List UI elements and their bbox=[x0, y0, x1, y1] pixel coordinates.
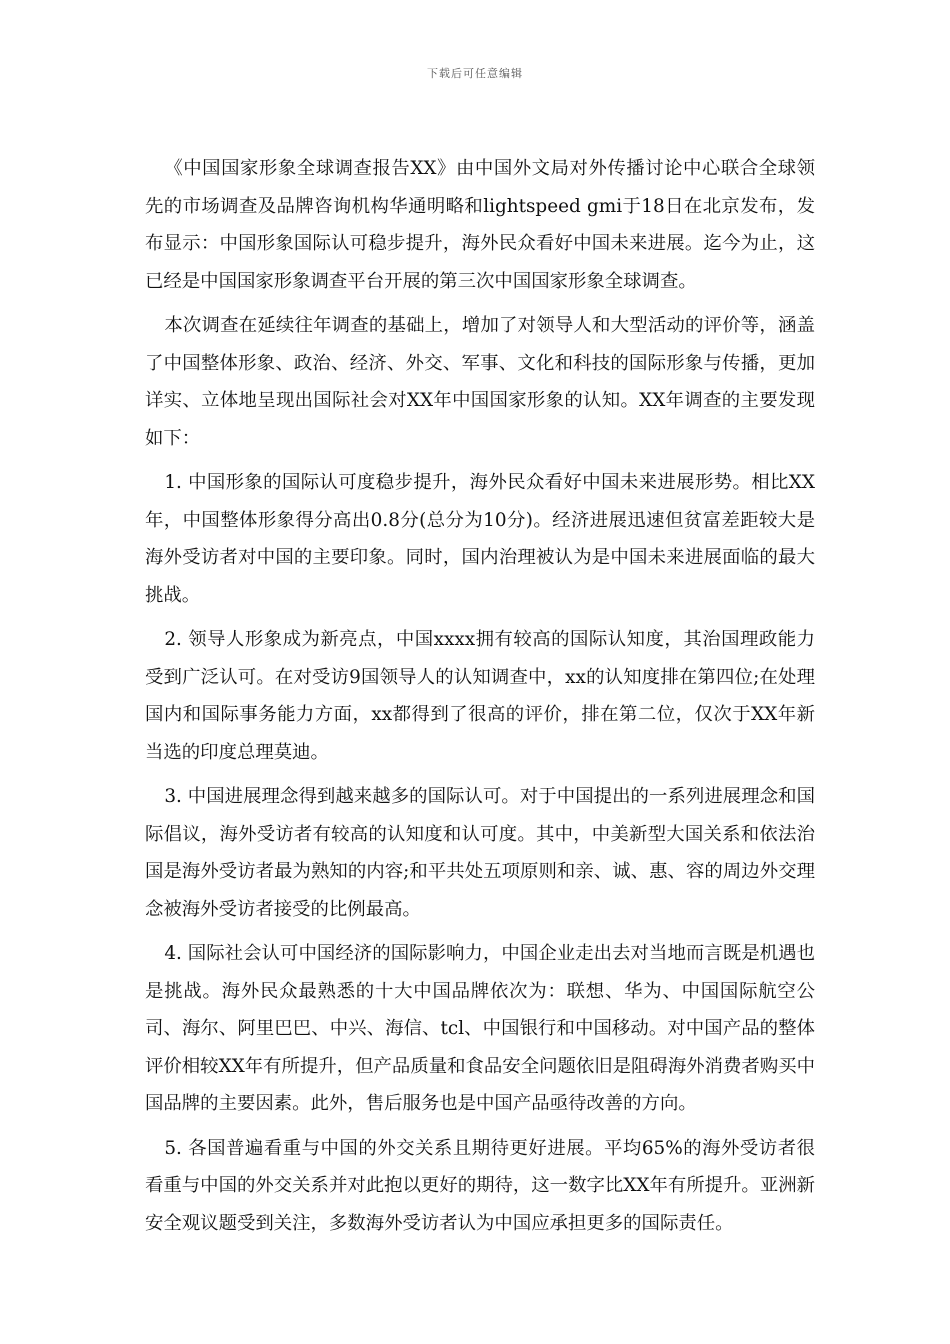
page-header: 下载后可任意编辑 bbox=[427, 67, 523, 80]
paragraph-finding-5: 5. 各国普遍看重与中国的外交关系且期待更好进展。平均65%的海外受访者很看重与中国的外交关系并对此抱以更好的期待，这一数字比XX年有所提升。亚洲新安全观议题受到关注，多数海外受访者认为中国应承担更多的国际责任。 bbox=[145, 1137, 815, 1234]
paragraph-finding-2: 2. 领导人形象成为新亮点，中国xxxx拥有较高的国际认知度，其治国理政能力受到广泛认可。在对受访9国领导人的认知调查中，xx的认知度排在第四位;在处理国内和国际事务能力方面，xx都得到了很高的评价，排在第二位，仅次于XX年新当选的印度总理莫迪。 bbox=[145, 629, 815, 763]
paragraph-survey-scope: 本次调查在延续往年调查的基础上，增加了对领导人和大型活动的评价等，涵盖了中国整体形象、政治、经济、外交、军事、文化和科技的国际形象与传播，更加详实、立体地呈现出国际社会对XX年中国国家形象的认知。XX年调查的主要发现如下： bbox=[145, 315, 815, 449]
paragraph-finding-4: 4. 国际社会认可中国经济的国际影响力，中国企业走出去对当地而言既是机遇也是挑战。海外民众最熟悉的十大中国品牌依次为：联想、华为、中国国际航空公司、海尔、阿里巴巴、中兴、海信、tcl、中国银行和中国移动。对中国产品的整体评价相较XX年有所提升，但产品质量和食品安全问题依旧是阻碍海外消费者购买中国品牌的主要因素。此外，售后服务也是中国产品亟待改善的方向。 bbox=[145, 943, 815, 1114]
paragraph-intro: 《中国国家形象全球调查报告XX》由中国外文局对外传播讨论中心联合全球领先的市场调查及品牌咨询机构华通明略和lightspeed gmi于18日在北京发布，发布显示：中国形象国际认可稳步提升，海外民众看好中国未来进展。迄今为止，这已经是中国国家形象调查平台开展的第三次中国国家形象全球调查。 bbox=[145, 158, 815, 292]
paragraph-finding-1: 1. 中国形象的国际认可度稳步提升，海外民众看好中国未来进展形势。相比XX年，中国整体形象得分高出0.8分(总分为10分)。经济进展迅速但贫富差距较大是海外受访者对中国的主要印象。同时，国内治理被认为是中国未来进展面临的最大挑战。 bbox=[145, 472, 815, 606]
document-body bbox=[145, 150, 815, 1249]
paragraph-finding-3: 3. 中国进展理念得到越来越多的国际认可。对于中国提出的一系列进展理念和国际倡议，海外受访者有较高的认知度和认可度。其中，中美新型大国关系和依法治国是海外受访者最为熟知的内容;和平共处五项原则和亲、诚、惠、容的周边外交理念被海外受访者接受的比例最高。 bbox=[145, 786, 815, 920]
